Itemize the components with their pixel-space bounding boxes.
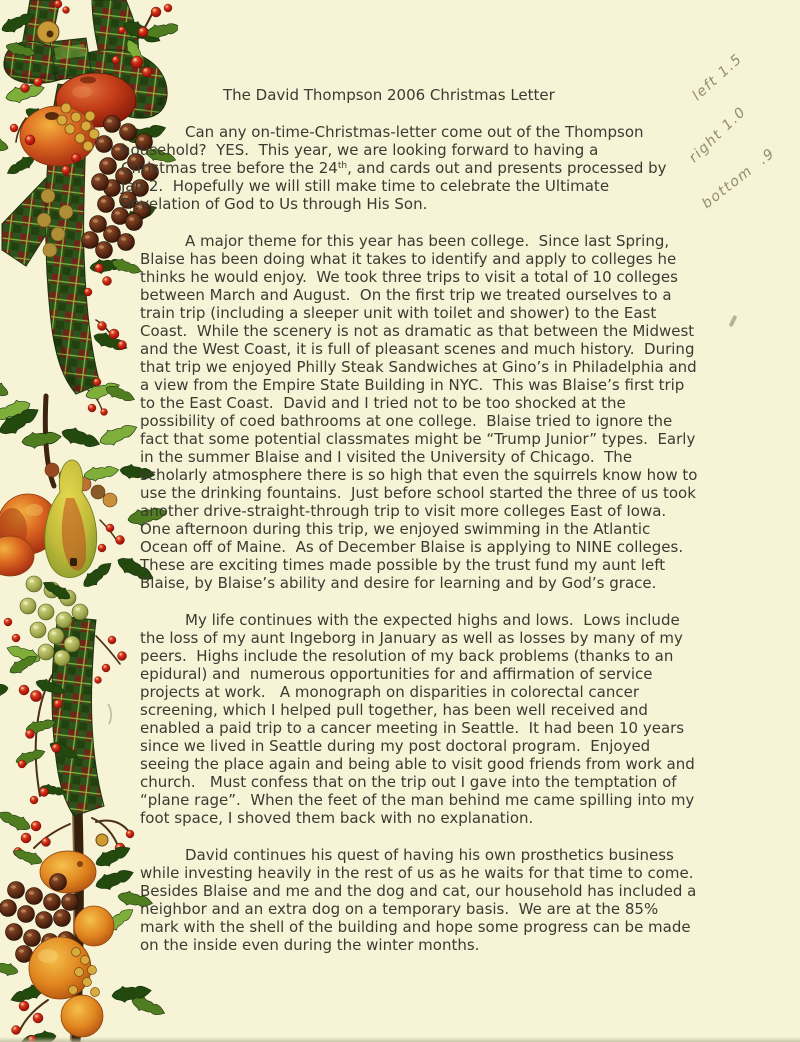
letter-line: “plane rage”. When the feet of the man behind me came spilling into my: [140, 791, 695, 809]
letter-line: Ocean off of Maine. As of December Blaise is applying to NINE colleges.: [140, 538, 684, 556]
letter-line: fact that some potential classmates might be “Trump Junior” types. Early: [140, 430, 696, 448]
letter-line: epidural) and numerous opportunities for and affirmation of service: [140, 665, 653, 683]
letter-line: Christmas tree before the 24th, and cards out and presents processed by: [121, 159, 667, 177]
letter-line: seeing the place again and being able to visit good friends from work and: [140, 755, 695, 773]
scratch-mark: [108, 704, 111, 724]
letter-title: The David Thompson 2006 Christmas Letter: [223, 86, 555, 104]
letter-line: A major theme for this year has been college. Since last Spring,: [185, 232, 670, 250]
letter-line: neighbor and an extra dog on a temporary basis. We are at the 85%: [140, 900, 659, 918]
letter-line: Jan 2. Hopefully we will still make time to celebrate the Ultimate: [121, 177, 610, 195]
letter-line: Revelation of God to Us through His Son.: [121, 195, 428, 213]
letter-line: another drive-straight-through trip to visit more colleges East of Iowa.: [140, 502, 667, 520]
letter-line: David continues his quest of having his own prosthetics business: [185, 846, 674, 864]
orange-2: [74, 906, 114, 946]
letter-line: while investing heavily in the rest of us as he waits for that time to come.: [140, 864, 694, 882]
letter-line: mark with the shell of the building and hope some progress can be made: [140, 918, 691, 936]
letter-paragraph: [140, 846, 770, 954]
letter-line: in the summer Blaise and I visited the University of Chicago. The: [140, 448, 633, 466]
letter-text-block: [121, 86, 770, 973]
handwritten-note-left-margin: left 1.5: [689, 50, 746, 104]
letter-paragraph: [140, 232, 770, 592]
letter-line: thinks he would enjoy. We took three trips to visit a total of 10 colleges: [140, 268, 678, 286]
orange-4: [61, 995, 103, 1037]
letter-paragraph: [140, 611, 770, 827]
letter-line: These are exciting times made possible by the trust fund my aunt left: [140, 556, 666, 574]
letter-line: projects at work. A monograph on disparities in colorectal cancer: [140, 683, 640, 701]
letter-line: to the East Coast. David and I tried not to be too shocked at the: [140, 394, 626, 412]
letter-line: since we lived in Seattle during my post doctoral program. Enjoyed: [140, 737, 651, 755]
letter-body: [121, 123, 770, 954]
letter-paragraph: [121, 123, 770, 213]
letter-line: Blaise has been doing what it takes to identify and apply to colleges he: [140, 250, 677, 268]
letter-line: One afternoon during this trip, we enjoyed swimming in the Atlantic: [140, 520, 651, 538]
letter-line: on the inside even during the winter months.: [140, 936, 480, 954]
letter-line: Coast. While the scenery is not as dramatic as that between the Midwest: [140, 322, 695, 340]
letter-line: My life continues with the expected highs and lows. Lows include: [185, 611, 680, 629]
letter-line: scholarly atmosphere there is so high that even the squirrels know how to: [140, 466, 698, 484]
letter-line: enabled a paid trip to a cancer meeting in Seattle. It had been 10 years: [140, 719, 685, 737]
letter-line: foot space, I shoved them back with no explanation.: [140, 809, 534, 827]
letter-line: a view from the Empire State Building in NYC. This was Blaise’s first trip: [140, 376, 685, 394]
handwritten-note-right-margin: right 1.0: [685, 103, 750, 166]
letter-line: between March and August. On the first trip we treated ourselves to a: [140, 286, 672, 304]
letter-line: peers. Highs include the resolution of my back problems (thanks to an: [140, 647, 674, 665]
letter-line: household? YES. This year, we are looking forward to having a: [121, 141, 599, 159]
letter-line: that trip we enjoyed Philly Steak Sandwiches at Gino’s in Philadelphia and: [140, 358, 697, 376]
letter-line: Besides Blaise and me and the dog and cat, our household has included a: [140, 882, 697, 900]
orange-1: [40, 851, 96, 893]
letter-line: possibility of coed bathrooms at one college. Blaise tried to ignore the: [140, 412, 673, 430]
letter-line: the loss of my aunt Ingeborg in January as well as losses by many of my: [140, 629, 683, 647]
handwritten-note-bottom-margin: bottom .9: [699, 145, 779, 212]
letter-line: screening, which I helped pull together, has been well received and: [140, 701, 648, 719]
letter-line: and the West Coast, it is full of pleasant scenes and much history. During: [140, 340, 695, 358]
letter-line: use the drinking fountains. Just before school started the three of us took: [140, 484, 696, 502]
scan-bottom-edge: [0, 1037, 800, 1042]
letter-line: Blaise, by Blaise’s ability and desire for learning and by God’s grace.: [140, 574, 657, 592]
letter-line: Can any on-time-Christmas-letter come out of the Thompson: [185, 123, 644, 141]
letter-line: church. Must confess that on the trip out I gave into the temptation of: [140, 773, 677, 791]
letter-line: train trip (including a sleeper unit with toilet and shower) to the East: [140, 304, 657, 322]
